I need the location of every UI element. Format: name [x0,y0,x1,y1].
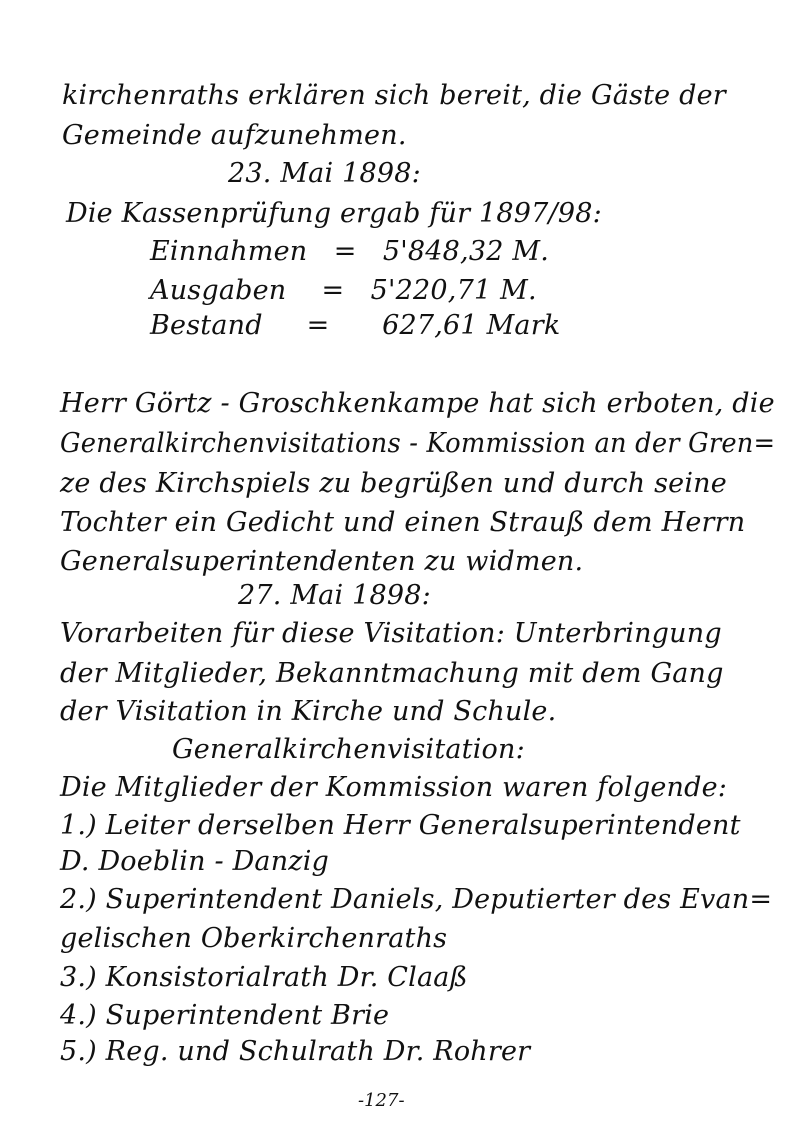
text-line-18: Die Mitglieder der Kommission waren folgende: [60,772,728,803]
list-item-2: 2.) Superintendent Daniels, Deputierter des Evan= [60,884,773,915]
date-heading-may-23: 23. Mai 1898: [228,158,421,189]
page-number: -127- [358,1090,405,1111]
list-item-2-cont: gelischen Oberkirchenraths [60,923,448,954]
text-line-16: der Visitation in Kirche und Schule. [60,696,557,727]
list-item-1-cont: D. Doeblin - Danzig [60,846,330,877]
text-line-14: Vorarbeiten für diese Visitation: Unterbringung [60,618,722,649]
text-line-8: Herr Görtz - Groschkenkampe hat sich erboten, die [60,388,775,419]
text-line-2: Gemeinde aufzunehmen. [62,120,407,151]
list-item-5: 5.) Reg. und Schulrath Dr. Rohrer [60,1036,531,1067]
expenses-line: Ausgaben = 5'220,71 M. [150,275,537,306]
text-line-12: Generalsuperintendenten zu widmen. [60,546,584,577]
text-line-10: ze des Kirchspiels zu begrüßen und durch seine [60,468,727,499]
list-item-1: 1.) Leiter derselben Herr Generalsuperintendent [60,810,741,841]
list-item-4: 4.) Superintendent Brie [60,1000,390,1031]
list-item-3: 3.) Konsistorialrath Dr. Claaß [60,962,468,993]
text-line-11: Tochter ein Gedicht und einen Strauß dem Herrn [60,507,746,538]
text-line-1: kirchenraths erklären sich bereit, die Gäste der [62,80,726,111]
income-line: Einnahmen = 5'848,32 M. [150,236,549,267]
text-line-4: Die Kassenprüfung ergab für 1897/98: [66,198,602,229]
text-line-9: Generalkirchenvisitations - Kommission an der Gren= [60,428,776,459]
section-heading-visitation: Generalkirchenvisitation: [172,734,525,765]
text-line-15: der Mitglieder, Bekanntmachung mit dem Gang [60,658,724,689]
date-heading-may-27: 27. Mai 1898: [238,580,431,611]
balance-line: Bestand = 627,61 Mark [150,310,561,341]
